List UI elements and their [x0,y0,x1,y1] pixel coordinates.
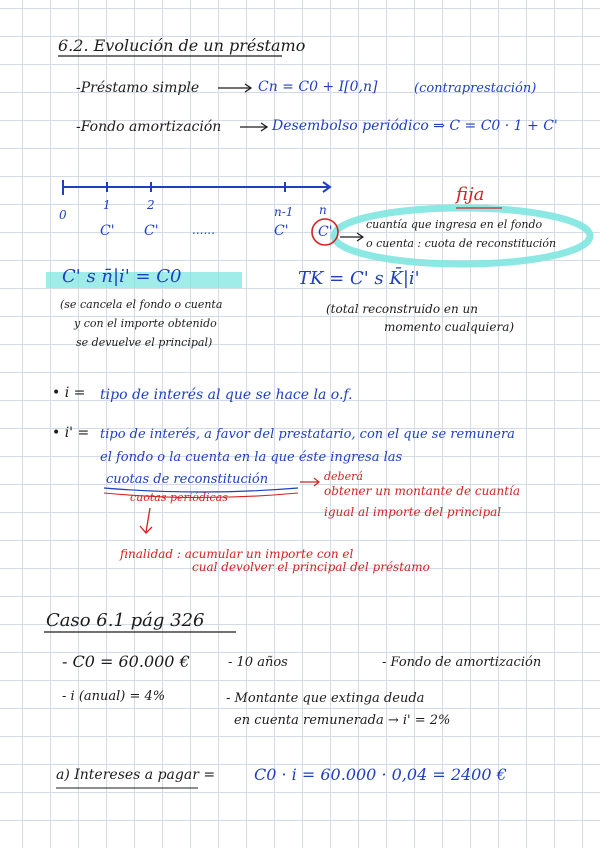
simple-note: (contraprestación) [414,81,537,96]
formula-right: TK = C' s K̄|i' [298,268,420,289]
caso-i: - i (anual) = 4% [62,689,166,704]
caso-title: Caso 6.1 pág 326 [46,610,205,631]
def-i-label: • i = [52,385,86,401]
red-note: finalidad : acumular un importe con el [120,547,354,561]
caso-fondo: - Fondo de amortización [382,655,542,670]
red-note: obtener un montante de cuantía [324,484,521,498]
payment-label: C' [274,223,289,239]
tick-label: 1 [103,198,111,212]
caso-a-formula: C0 · i = 60.000 · 0,04 = 2400 € [254,765,507,784]
tick-label: 0 [59,208,67,222]
tick-label: 2 [147,198,155,212]
def-ip-text: el fondo o la cuenta en la que éste ingresa las [100,450,403,465]
caso-montante: en cuenta remunerada → i' = 2% [234,713,451,728]
payment-dots: ...... [192,223,215,237]
page-heading: 6.2. Evolución de un préstamo [58,36,306,55]
red-note: cual devolver el principal del préstamo [192,560,430,574]
fondo-formula: Desembolso periódico ⇒ C = C0 · 1 + C' [272,118,558,134]
note-line: cuantía que ingresa en el fondo [366,218,543,231]
highlight-ellipse [334,208,590,264]
payment-label: C' [100,223,115,239]
formula-left-note: (se cancela el fondo o cuenta [60,298,223,311]
def-ip-text: tipo de interés, a favor del prestatario, con el que se remunera [100,427,515,442]
simple-label: -Préstamo simple [76,80,200,96]
tick-label: n-1 [274,205,294,219]
caso-c0: - C0 = 60.000 € [62,652,190,671]
fondo-label: -Fondo amortización [76,119,222,135]
caso-anos: - 10 años [228,655,288,670]
formula-right-note: momento cualquiera) [384,320,515,334]
def-ip-text: cuotas de reconstitución [106,472,269,487]
caso-montante: - Montante que extinga deuda [226,691,425,706]
payment-label: C' [318,224,333,240]
def-ip-red: cuotas periódicas [130,491,228,504]
simple-formula: Cn = C0 + I[0,n] [258,79,378,95]
formula-right-note: (total reconstruido en un [326,302,478,316]
caso-a-label: a) Intereses a pagar = [56,767,216,783]
def-ip-label: • i' = [52,425,90,441]
fija-label: fija [456,184,485,205]
payment-label: C' [144,223,159,239]
def-i-text: tipo de interés al que se hace la o.f. [100,387,353,403]
tick-label: n [319,203,327,217]
formula-left: C' s n̄|i' = C0 [62,266,182,287]
formula-left-note: y con el importe obtenido [74,317,217,330]
note-line: o cuenta : cuota de reconstitución [366,237,557,250]
red-note: deberá [324,470,363,483]
formula-left-note: se devuelve el principal) [76,336,213,349]
red-note: igual al importe del principal [324,505,502,519]
